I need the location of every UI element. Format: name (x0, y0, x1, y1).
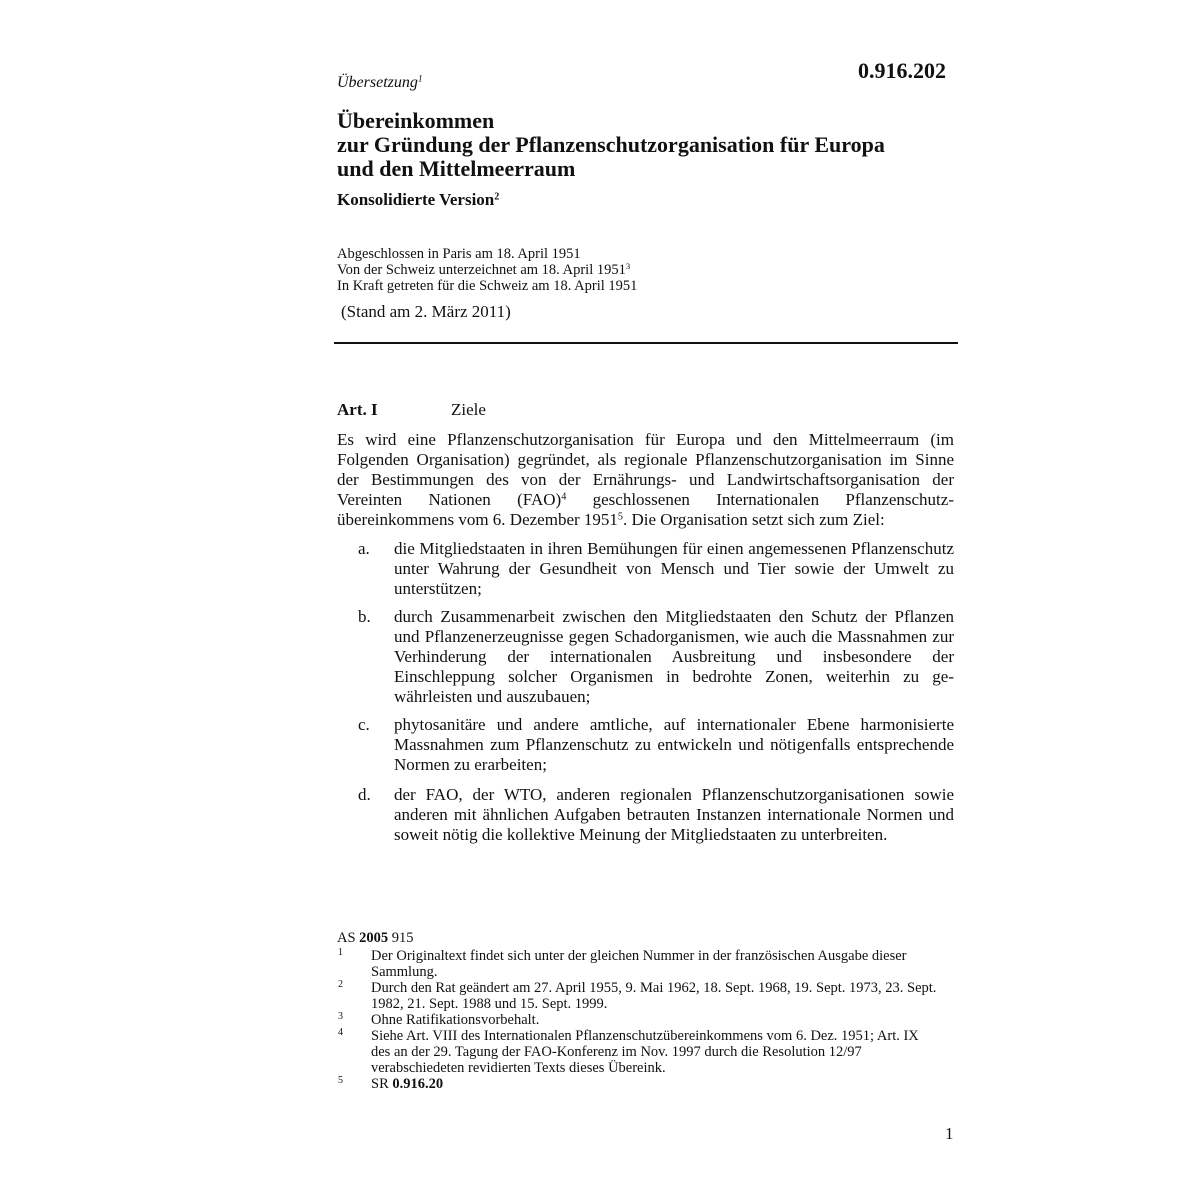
footnote (337, 1028, 937, 1076)
footnote (337, 948, 937, 980)
footnote-number: 3 (338, 1011, 343, 1022)
footnote-ref-5[interactable]: 5 (617, 511, 623, 523)
article-title: Ziele (451, 400, 486, 419)
footnote (337, 980, 937, 1012)
title-line-2: zur Gründung der Pflanzenschutzorganisation für Europa (337, 132, 885, 157)
in-force-line: In Kraft getreten für die Schweiz am 18. April 1951 (337, 278, 638, 294)
footnote-text: Ohne Ratifikationsvorbehalt. (371, 1012, 540, 1028)
footnote-ref-1[interactable]: 1 (417, 73, 423, 85)
consolidated-version-label: Konsolidierte Version$^2$ (337, 190, 500, 209)
list-item-text: die Mitgliedstaaten in ihren Bemühungen für einen angemessenen Pflanzenschutz unter Wahrung der Gesundheit von Mensch und Tier sowie der Umwelt zu unterstützen; (394, 539, 954, 598)
footnote-number: 5 (338, 1075, 343, 1086)
footnotes (337, 930, 937, 1092)
footnote-number: 1 (338, 947, 343, 958)
footnote-number: 4 (338, 1027, 343, 1038)
list-item-text: der FAO, der WTO, anderen regionalen Pflanzenschutzorganisationen sowie anderen mit ähnlichen Aufgaben betrauten Instanzen internationale Normen und soweit nötig die kollektive Meinung der Mitgliedstaaten zu unterbreiten. (394, 785, 954, 844)
list-item-letter: b. (358, 607, 371, 626)
list-item-letter: d. (358, 785, 371, 804)
footnote: 5 SR 0.916.20 (338, 1075, 444, 1092)
footnote-text: Siehe Art. VIII des Internationalen Pflanzenschutzübereinkommens vom 6. Dez. 1951; Art. IX des an der 29. Tagung der FAO-Konferenz im Nov. 1997 durch die Resolution 12/97 verabschiedeten revidierten Texts dieses Übereink. (371, 1028, 919, 1076)
list-item (337, 539, 954, 599)
article-intro-paragraph: Es wird eine Pflanzenschutzorganisation für Europa und den Mittelmeerraum (im Folgenden Organisation) gegründet, als regionale Pflanzenschutzorganisation im Sinne der Bestimmungen des von der Ernährungs- und Landwirtschaftsorganisation der Vereinten Nationen (FAO)$^4$ geschlossenen Internationalen Pflanzenschutzübereinkommens vom 6. Dezember 1951$^5$. Die Organisation setzt sich zum Ziel: (337, 430, 954, 529)
title-line-1: Übereinkommen (337, 108, 495, 133)
list-item-text: phytosanitäre und andere amtliche, auf internationaler Ebene harmonisierte Massnahmen zum Pflanzenschutz zu entwickeln und nötigenfalls entsprechende Normen zu erarbeiten; (394, 715, 954, 774)
page-number: 1 (945, 1124, 954, 1143)
list-item (337, 785, 954, 845)
article-number: Art. I (337, 400, 378, 419)
official-collection-ref: AS 2005 915 (337, 930, 414, 946)
list-item-text: durch Zusammenarbeit zwischen den Mitgliedstaaten den Schutz der Pflanzen und Pflanzenerzeugnisse gegen Schadorganismen, wie auch die Massnahmen zur Verhinderung der internationalen Ausbreitung und insbesondere der Einschleppung solcher Organismen in bedrohte Zonen, weiterhin zu gewährleisten und auszubauen; (394, 607, 954, 706)
signed-line: Von der Schweiz unterzeichnet am 18. April 1951$^3$ (337, 261, 631, 278)
list-item (337, 607, 954, 707)
title-line-3: und den Mittelmeerraum (337, 156, 576, 181)
sr-link[interactable]: 0.916.20 (392, 1076, 444, 1092)
footnote-ref-4[interactable]: 4 (561, 491, 567, 503)
sr-number: 0.916.202 (858, 58, 946, 83)
footnote-ref-2[interactable]: 2 (494, 191, 500, 203)
footnote-number: 2 (338, 979, 343, 990)
footnote-text: Der Originaltext findet sich unter der gleichen Nummer in der französischen Ausgabe dieser Sammlung. (371, 948, 907, 980)
footnote-ref-3[interactable]: 3 (625, 261, 631, 272)
status-date: (Stand am 2. März 2011) (341, 302, 511, 321)
list-item-letter: c. (358, 715, 370, 734)
translation-label: Übersetzung$^1$ (337, 73, 423, 91)
list-item-letter: a. (358, 539, 370, 558)
list-item (337, 715, 954, 775)
footnote-text: Durch den Rat geändert am 27. April 1955, 9. Mai 1962, 18. Sept. 1968, 19. Sept. 1973, 23. Sept. 1982, 21. Sept. 1988 und 15. Sept. 1999. (371, 980, 937, 1012)
concluded-line: Abgeschlossen in Paris am 18. April 1951 (337, 246, 581, 262)
treaty-metadata (337, 246, 637, 294)
footnote (337, 1012, 937, 1028)
header-divider (334, 342, 958, 344)
document-title (337, 109, 885, 181)
